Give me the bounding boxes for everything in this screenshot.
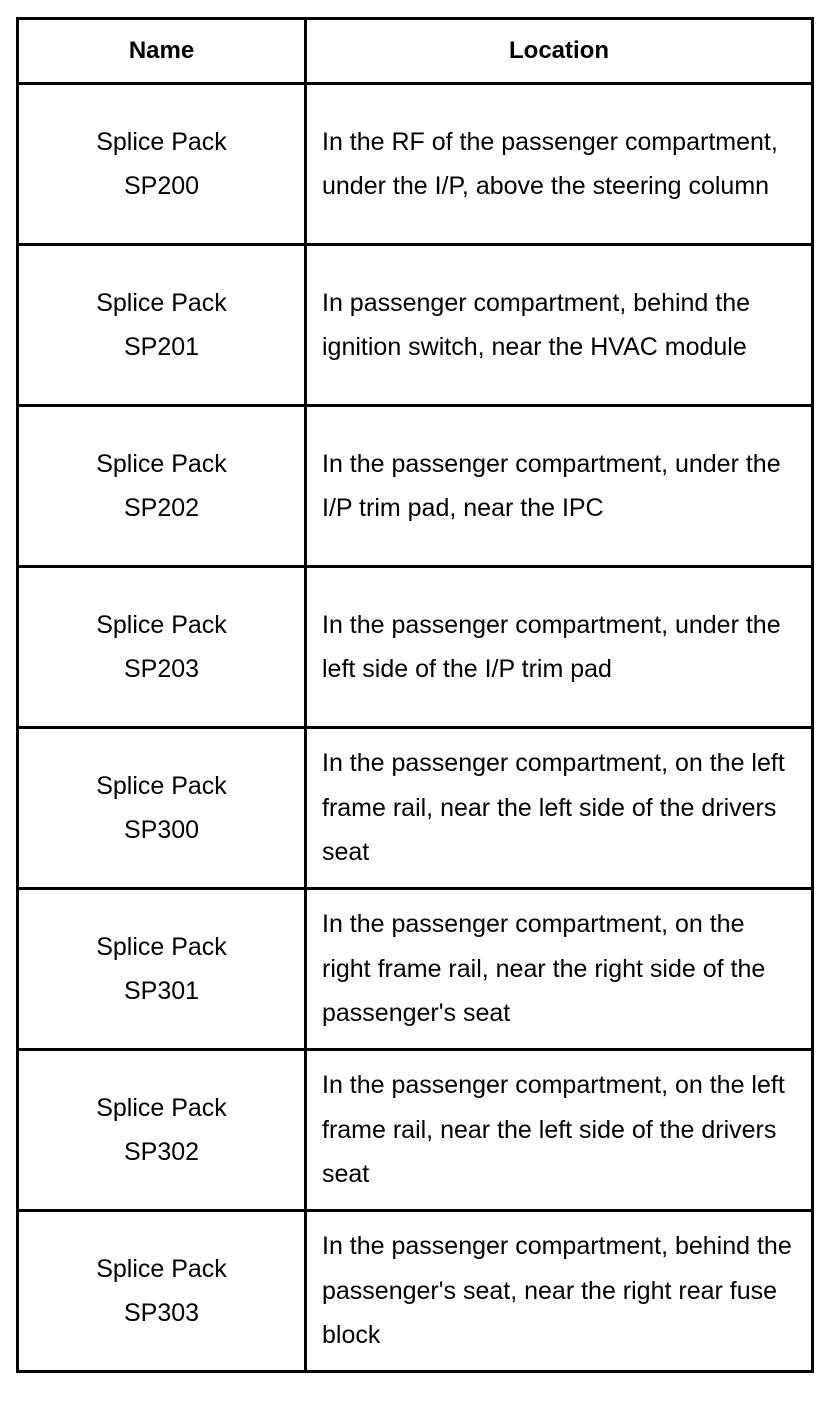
table-row bbox=[18, 567, 813, 728]
splice-id: SP300 bbox=[123, 816, 200, 844]
splice-id: SP302 bbox=[123, 1138, 200, 1166]
location-cell: In the RF of the passenger compartment, under the I/P, above the steering column bbox=[306, 84, 813, 245]
location-cell: In the passenger compartment, on the right frame rail, near the right side of the passenger's seat bbox=[306, 889, 813, 1050]
splice-id: SP203 bbox=[123, 655, 200, 683]
name-cell bbox=[18, 406, 306, 567]
name-label: Splice Pack bbox=[96, 933, 227, 961]
splice-pack-table bbox=[16, 17, 814, 1373]
splice-id: SP202 bbox=[123, 494, 200, 522]
table-row bbox=[18, 406, 813, 567]
location-cell: In passenger compartment, behind the ignition switch, near the HVAC module bbox=[306, 245, 813, 406]
name-cell bbox=[18, 245, 306, 406]
table-row bbox=[18, 245, 813, 406]
name-cell bbox=[18, 1050, 306, 1211]
location-cell: In the passenger compartment, under the I/P trim pad, near the IPC bbox=[306, 406, 813, 567]
table-row bbox=[18, 728, 813, 889]
name-cell bbox=[18, 728, 306, 889]
name-label: Splice Pack bbox=[96, 1094, 227, 1122]
table-row bbox=[18, 889, 813, 1050]
table-row bbox=[18, 1211, 813, 1372]
location-cell: In the passenger compartment, on the left frame rail, near the left side of the drivers seat bbox=[306, 728, 813, 889]
splice-id: SP303 bbox=[123, 1299, 200, 1327]
name-label: Splice Pack bbox=[96, 772, 227, 800]
name-label: Splice Pack bbox=[96, 128, 227, 156]
splice-id: SP200 bbox=[123, 172, 200, 200]
location-column-header: Location bbox=[306, 19, 813, 84]
table-row bbox=[18, 1050, 813, 1211]
name-label: Splice Pack bbox=[96, 1255, 227, 1283]
name-cell bbox=[18, 84, 306, 245]
name-cell bbox=[18, 1211, 306, 1372]
splice-id: SP301 bbox=[123, 977, 200, 1005]
location-cell: In the passenger compartment, on the left frame rail, near the left side of the drivers seat bbox=[306, 1050, 813, 1211]
name-column-header: Name bbox=[18, 19, 306, 84]
location-cell: In the passenger compartment, behind the passenger's seat, near the right rear fuse block bbox=[306, 1211, 813, 1372]
splice-id: SP201 bbox=[123, 333, 200, 361]
name-label: Splice Pack bbox=[96, 611, 227, 639]
name-cell bbox=[18, 889, 306, 1050]
name-label: Splice Pack bbox=[96, 450, 227, 478]
name-cell bbox=[18, 567, 306, 728]
table-row bbox=[18, 84, 813, 245]
table-header-row bbox=[18, 19, 813, 84]
location-cell: In the passenger compartment, under the left side of the I/P trim pad bbox=[306, 567, 813, 728]
name-label: Splice Pack bbox=[96, 289, 227, 317]
